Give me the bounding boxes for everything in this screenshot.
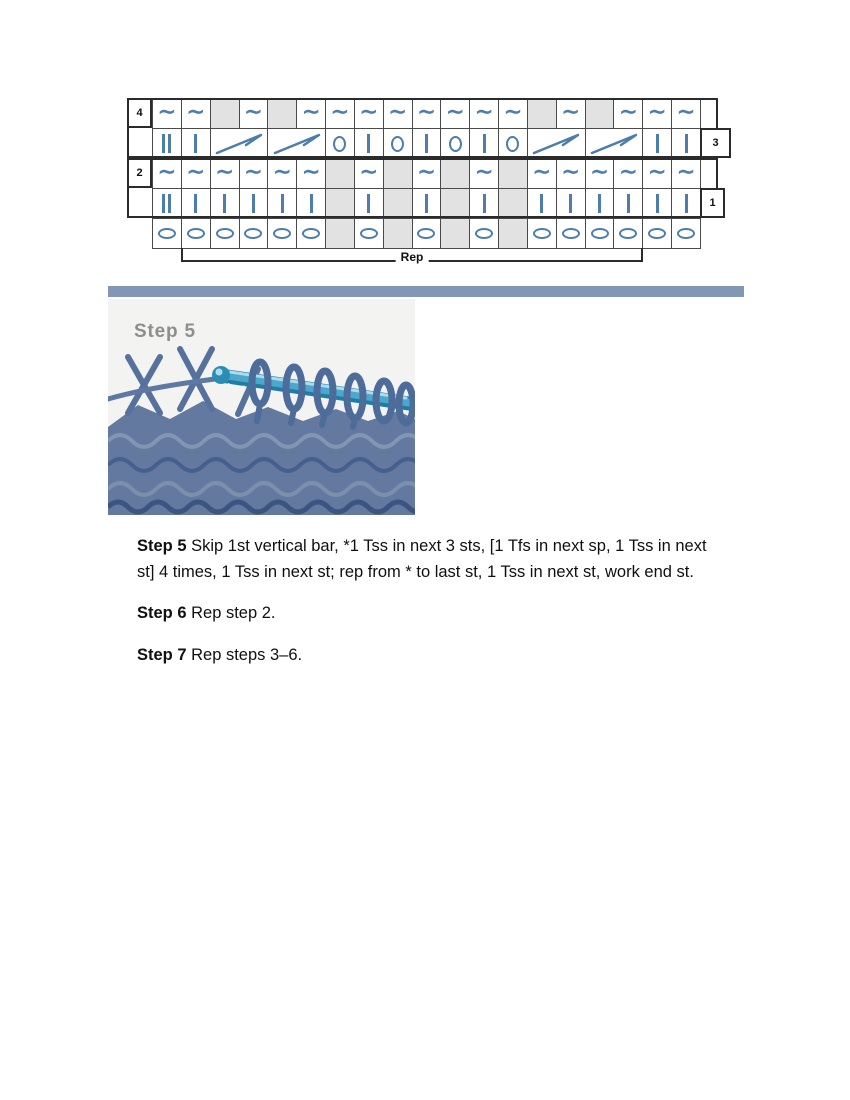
return-chain-cell: ∼ — [469, 98, 499, 129]
return-chain-cell: ∼ — [267, 158, 297, 189]
foundation-chain-cell — [181, 218, 211, 249]
return-chain-cell: ∼ — [469, 158, 499, 189]
return-chain-cell: ∼ — [498, 98, 528, 129]
foundation-chain-cell — [671, 218, 701, 249]
tss-stitch-cell — [469, 128, 499, 159]
eyelet-yo-cell — [440, 128, 470, 159]
foundation-chain-cell — [556, 218, 586, 249]
tss-stitch-cell — [469, 188, 499, 219]
tss-stitch-cell — [642, 188, 672, 219]
instruction-step-5 — [137, 534, 715, 585]
no-stitch-cell — [325, 188, 355, 219]
foundation-chain-cell — [642, 218, 672, 249]
tss-stitch-cell — [585, 188, 615, 219]
return-chain-cell: ∼ — [296, 158, 326, 189]
no-stitch-cell — [325, 158, 355, 189]
repeat-bracket — [181, 248, 643, 262]
no-stitch-cell — [440, 218, 470, 249]
no-stitch-cell — [383, 158, 413, 189]
foundation-chain-cell — [613, 218, 643, 249]
eyelet-yo-cell — [325, 128, 355, 159]
tss-stitch-cell — [527, 188, 557, 219]
no-stitch-cell — [498, 218, 528, 249]
eyelet-yo-cell — [383, 128, 413, 159]
return-chain-cell: ∼ — [412, 158, 442, 189]
foundation-chain-cell — [239, 218, 269, 249]
return-chain-cell: ∼ — [181, 158, 211, 189]
return-chain-cell: ∼ — [556, 158, 586, 189]
foundation-chain-cell — [210, 218, 240, 249]
row-1-label: 1 — [700, 188, 725, 218]
decrease-2tog-cell — [210, 128, 269, 159]
return-chain-cell: ∼ — [383, 98, 413, 129]
edge-stitch-cell — [152, 188, 182, 219]
foundation-chain-cell — [469, 218, 499, 249]
return-chain-cell: ∼ — [210, 158, 240, 189]
photo-caption: Step 5 — [134, 321, 196, 342]
tss-stitch-cell — [296, 188, 326, 219]
return-chain-cell: ∼ — [613, 98, 643, 129]
crochet-photo-illustration — [108, 299, 415, 515]
return-chain-cell: ∼ — [440, 98, 470, 129]
return-chain-cell: ∼ — [585, 158, 615, 189]
no-stitch-cell — [325, 218, 355, 249]
instructions — [137, 534, 715, 684]
tss-stitch-cell — [613, 188, 643, 219]
return-chain-cell: ∼ — [642, 158, 672, 189]
step-5-heading: Step 5 — [137, 537, 187, 555]
repeat-label: Rep — [396, 251, 429, 263]
no-stitch-cell — [383, 188, 413, 219]
step-6-heading: Step 6 — [137, 604, 187, 622]
return-chain-cell: ∼ — [152, 158, 182, 189]
tss-stitch-cell — [354, 188, 384, 219]
row-2-label: 2 — [127, 158, 152, 188]
foundation-chain-cell — [296, 218, 326, 249]
foundation-chain-cell — [267, 218, 297, 249]
tss-stitch-cell — [239, 188, 269, 219]
tss-stitch-cell — [181, 188, 211, 219]
return-chain-cell: ∼ — [239, 98, 269, 129]
step-7-heading: Step 7 — [137, 645, 187, 664]
tss-stitch-cell — [556, 188, 586, 219]
foundation-chain-cell — [585, 218, 615, 249]
foundation-chain-cell — [412, 218, 442, 249]
tss-stitch-cell — [354, 128, 384, 159]
step-6-text: Rep step 2. — [186, 604, 276, 622]
edge-stitch-cell — [152, 128, 182, 159]
decrease-2tog-cell — [527, 128, 586, 159]
tss-stitch-cell — [210, 188, 240, 219]
eyelet-yo-cell — [498, 128, 528, 159]
tss-stitch-cell — [671, 188, 701, 219]
return-chain-cell: ∼ — [354, 158, 384, 189]
return-chain-cell: ∼ — [325, 98, 355, 129]
instruction-step-7 — [137, 643, 715, 669]
no-stitch-cell — [498, 158, 528, 189]
instruction-step-6 — [137, 601, 715, 627]
no-stitch-cell — [585, 98, 615, 129]
decrease-2tog-cell — [267, 128, 326, 159]
step-5-text: Skip 1st vertical bar, *1 Tss in next 3 sts, [1 Tfs in next sp, 1 Tss in next st] 4 times, 1 Tss in next st; rep from * to last st, 1 Tss in next st, work end st. — [137, 537, 707, 581]
row-4-label: 4 — [127, 98, 152, 128]
tss-stitch-cell — [642, 128, 672, 159]
tss-stitch-cell — [267, 188, 297, 219]
return-chain-cell: ∼ — [354, 98, 384, 129]
tss-stitch-cell — [412, 128, 442, 159]
return-chain-cell: ∼ — [613, 158, 643, 189]
no-stitch-cell — [527, 98, 557, 129]
return-chain-cell: ∼ — [527, 158, 557, 189]
return-chain-cell: ∼ — [556, 98, 586, 129]
no-stitch-cell — [210, 98, 240, 129]
tss-stitch-cell — [181, 128, 211, 159]
stitch-chart — [127, 98, 733, 264]
no-stitch-cell — [267, 98, 297, 129]
return-chain-cell: ∼ — [296, 98, 326, 129]
return-chain-cell: ∼ — [152, 98, 182, 129]
no-stitch-cell — [498, 188, 528, 219]
tss-stitch-cell — [671, 128, 701, 159]
return-chain-cell: ∼ — [239, 158, 269, 189]
foundation-chain-cell — [152, 218, 182, 249]
return-chain-cell: ∼ — [412, 98, 442, 129]
foundation-chain-cell — [354, 218, 384, 249]
row-3-label: 3 — [700, 128, 731, 158]
return-chain-cell: ∼ — [642, 98, 672, 129]
no-stitch-cell — [440, 188, 470, 219]
tss-stitch-cell — [412, 188, 442, 219]
return-chain-cell: ∼ — [181, 98, 211, 129]
decrease-2tog-cell — [585, 128, 644, 159]
no-stitch-cell — [383, 218, 413, 249]
return-chain-cell: ∼ — [671, 98, 701, 129]
no-stitch-cell — [440, 158, 470, 189]
step-7-text: Rep steps 3–6. — [186, 645, 303, 664]
step-photo — [108, 299, 415, 515]
section-divider — [108, 286, 744, 297]
foundation-chain-cell — [527, 218, 557, 249]
return-chain-cell: ∼ — [671, 158, 701, 189]
